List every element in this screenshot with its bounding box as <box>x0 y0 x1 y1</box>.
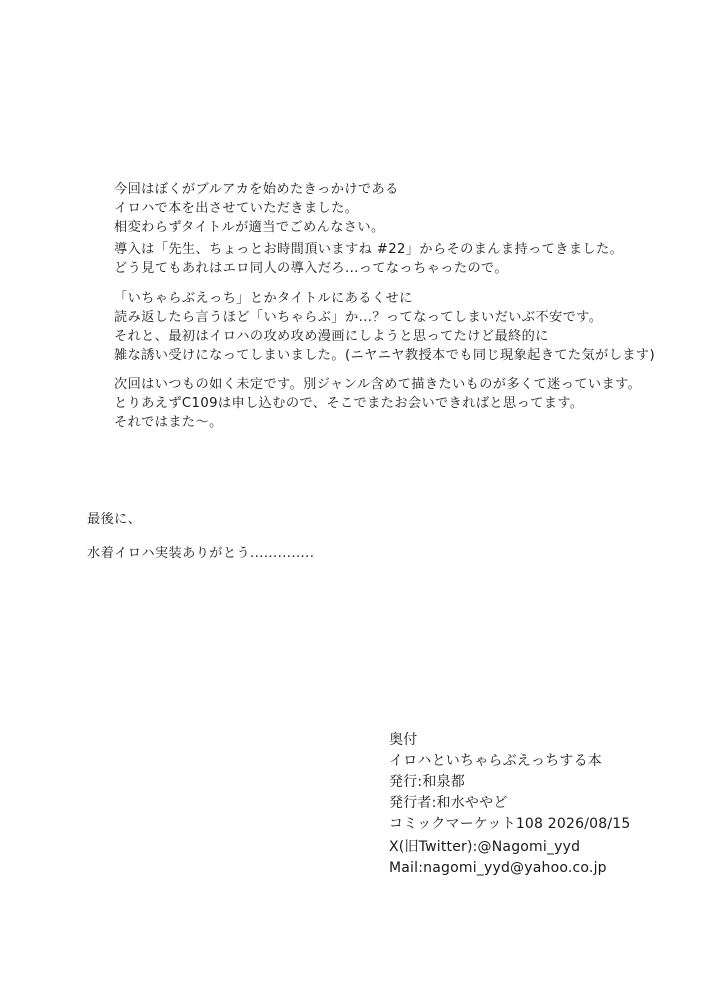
afterword-intro <box>114 180 399 237</box>
colophon-publisher: 発行:和泉都 <box>389 774 465 790</box>
last-header: 最後に、 <box>87 512 142 527</box>
contact-info <box>389 837 607 879</box>
afterword-last <box>87 510 314 564</box>
colophon-title: イロハといちゃらぶえっちする本 <box>389 753 602 769</box>
title-note-line: 「いちゃらぶえっち」とかタイトルにあるくせに <box>114 291 413 306</box>
title-note-line: それと、最初はイロハの攻め攻め漫画にしようと思ってたけど最終的に <box>114 329 549 344</box>
afterword-title-note <box>114 289 655 365</box>
title-note-line: 読み返したら言うほど「いちゃらぶ」か...？ってなってしまいだいぶ不安です。 <box>114 310 603 325</box>
colophon <box>389 730 630 835</box>
title-note-line: 雑な誘い受けになってしまいました。(ニヤニヤ教授本でも同じ現象起きてた気がします) <box>114 348 655 363</box>
origin-line: 導入は「先生、ちょっとお時間頂いますね #22」からそのまんま持ってきました。 <box>114 242 624 257</box>
intro-line: 相変わらずタイトルが適当でごめんなさい。 <box>114 220 385 235</box>
next-line: それではまた～。 <box>114 415 223 430</box>
colophon-event: コミックマーケット108 2026/08/15 <box>389 816 631 832</box>
colophon-author: 発行者:和水ややど <box>389 795 508 811</box>
colophon-heading: 奥付 <box>389 732 418 748</box>
intro-line: イロハで本を出させていただきました。 <box>114 201 359 216</box>
contact-mail: Mail:nagomi_yyd@yahoo.co.jp <box>389 860 607 876</box>
origin-line: どう見てもあれはエロ同人の導入だろ...ってなっちゃったので。 <box>114 261 508 276</box>
afterword-next <box>114 375 641 432</box>
afterword-origin <box>114 240 623 278</box>
next-line: 次回はいつもの如く未定です。別ジャンル含めて描きたいものが多くて迷っています。 <box>114 377 642 392</box>
next-line: とりあえずC109は申し込むので、そこでまたお会いできればと思ってます。 <box>114 396 584 411</box>
contact-twitter: X(旧Twitter):@Nagomi_yyd <box>389 839 581 855</box>
intro-line: 今回はぼくがブルアカを始めたきっかけである <box>114 182 399 197</box>
last-line: 水着イロハ実装ありがとう.............. <box>87 546 315 561</box>
